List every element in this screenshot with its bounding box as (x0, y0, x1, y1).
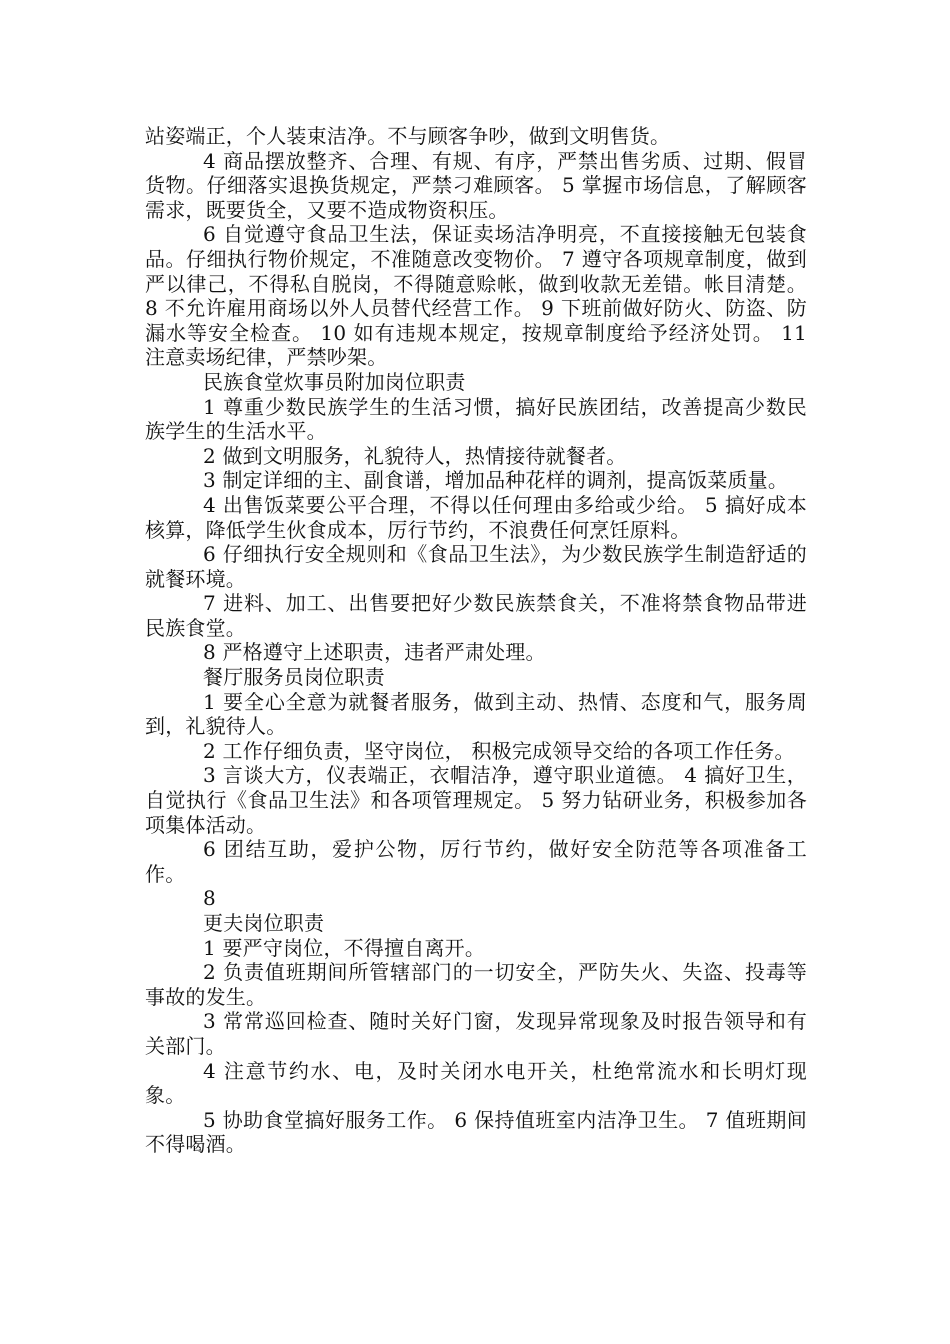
paragraph: 1 要全心全意为就餐者服务，做到主动、热情、态度和气，服务周到，礼貌待人。 (145, 689, 807, 739)
paragraph: 站姿端正，个人装束洁净。不与顾客争吵，做到文明售货。 (145, 124, 671, 148)
paragraph: 3 常常巡回检查、随时关好门窗，发现异常现象及时报告领导和有关部门。 (145, 1009, 807, 1058)
paragraph: 6 仔细执行安全规则和《食品卫生法》，为少数民族学生制造舒适的就餐环境。 (145, 542, 807, 591)
paragraph: 4 注意节约水、电，及时关闭水电开关，杜绝常流水和长明灯现象。 (145, 1058, 807, 1108)
paragraph: 6 自觉遵守食品卫生法，保证卖场洁净明亮，不直接接触无包装食品。仔细执行物价规定，不准随意改变物价。 7 遵守各项规章制度，做到严以律己，不得私自脱岗，不得随意赊帐，做到收款无差错。帐目清楚。 8 不允许雇用商场以外人员替代经营工作。 9 下班前做好防火、防盗、防漏水等安全检查。 10 如有违规本规定，按规章制度给予经济处罚。 11 注意卖场纪律，严禁吵架。 (145, 222, 807, 370)
section-heading: 餐厅服务员岗位职责 (203, 665, 385, 690)
paragraph: 2 负责值班期间所管辖部门的一切安全，严防失火、失盗、投毒等事故的发生。 (145, 960, 807, 1009)
section-heading: 民族食堂炊事员附加岗位职责 (203, 369, 466, 394)
paragraph: 5 协助食堂搞好服务工作。 6 保持值班室内洁净卫生。 7 值班期间不得喝酒。 (145, 1107, 807, 1157)
paragraph: 4 商品摆放整齐、合理、有规、有序，严禁出售劣质、过期、假冒货物。仔细落实退换货规定，严禁刁难顾客。 5 掌握市场信息，了解顾客需求，既要货全，又要不造成物资积压。 (145, 148, 807, 222)
document-body (145, 124, 807, 1157)
paragraph: 2 做到文明服务，礼貌待人，热情接待就餐者。 (203, 443, 627, 468)
paragraph: 7 进料、加工、出售要把好少数民族禁食关，不准将禁食物品带进民族食堂。 (145, 591, 807, 640)
paragraph: 3 言谈大方，仪表端正，衣帽洁净，遵守职业道德。 4 搞好卫生，自觉执行《食品卫生法》和各项管理规定。 5 努力钻研业务，积极参加各项集体活动。 (145, 763, 807, 837)
page-number: 8 (203, 886, 216, 911)
paragraph: 4 出售饭菜要公平合理，不得以任何理由多给或少给。 5 搞好成本核算，降低学生伙食成本，厉行节约，不浪费任何烹饪原料。 (145, 492, 807, 542)
paragraph: 3 制定详细的主、副食谱，增加品种花样的调剂，提高饭菜质量。 (203, 468, 789, 493)
paragraph: 8 严格遵守上述职责，违者严肃处理。 (203, 640, 546, 665)
paragraph: 1 要严守岗位，不得擅自离开。 (203, 935, 486, 960)
paragraph: 2 工作仔细负责，坚守岗位， 积极完成领导交给的各项工作任务。 (203, 738, 795, 763)
paragraph: 6 团结互助，爱护公物，厉行节约，做好安全防范等各项准备工作。 (145, 837, 807, 886)
section-heading: 更夫岗位职责 (203, 911, 325, 935)
paragraph: 1 尊重少数民族学生的生活习惯，搞好民族团结，改善提高少数民族学生的生活水平。 (145, 394, 807, 444)
